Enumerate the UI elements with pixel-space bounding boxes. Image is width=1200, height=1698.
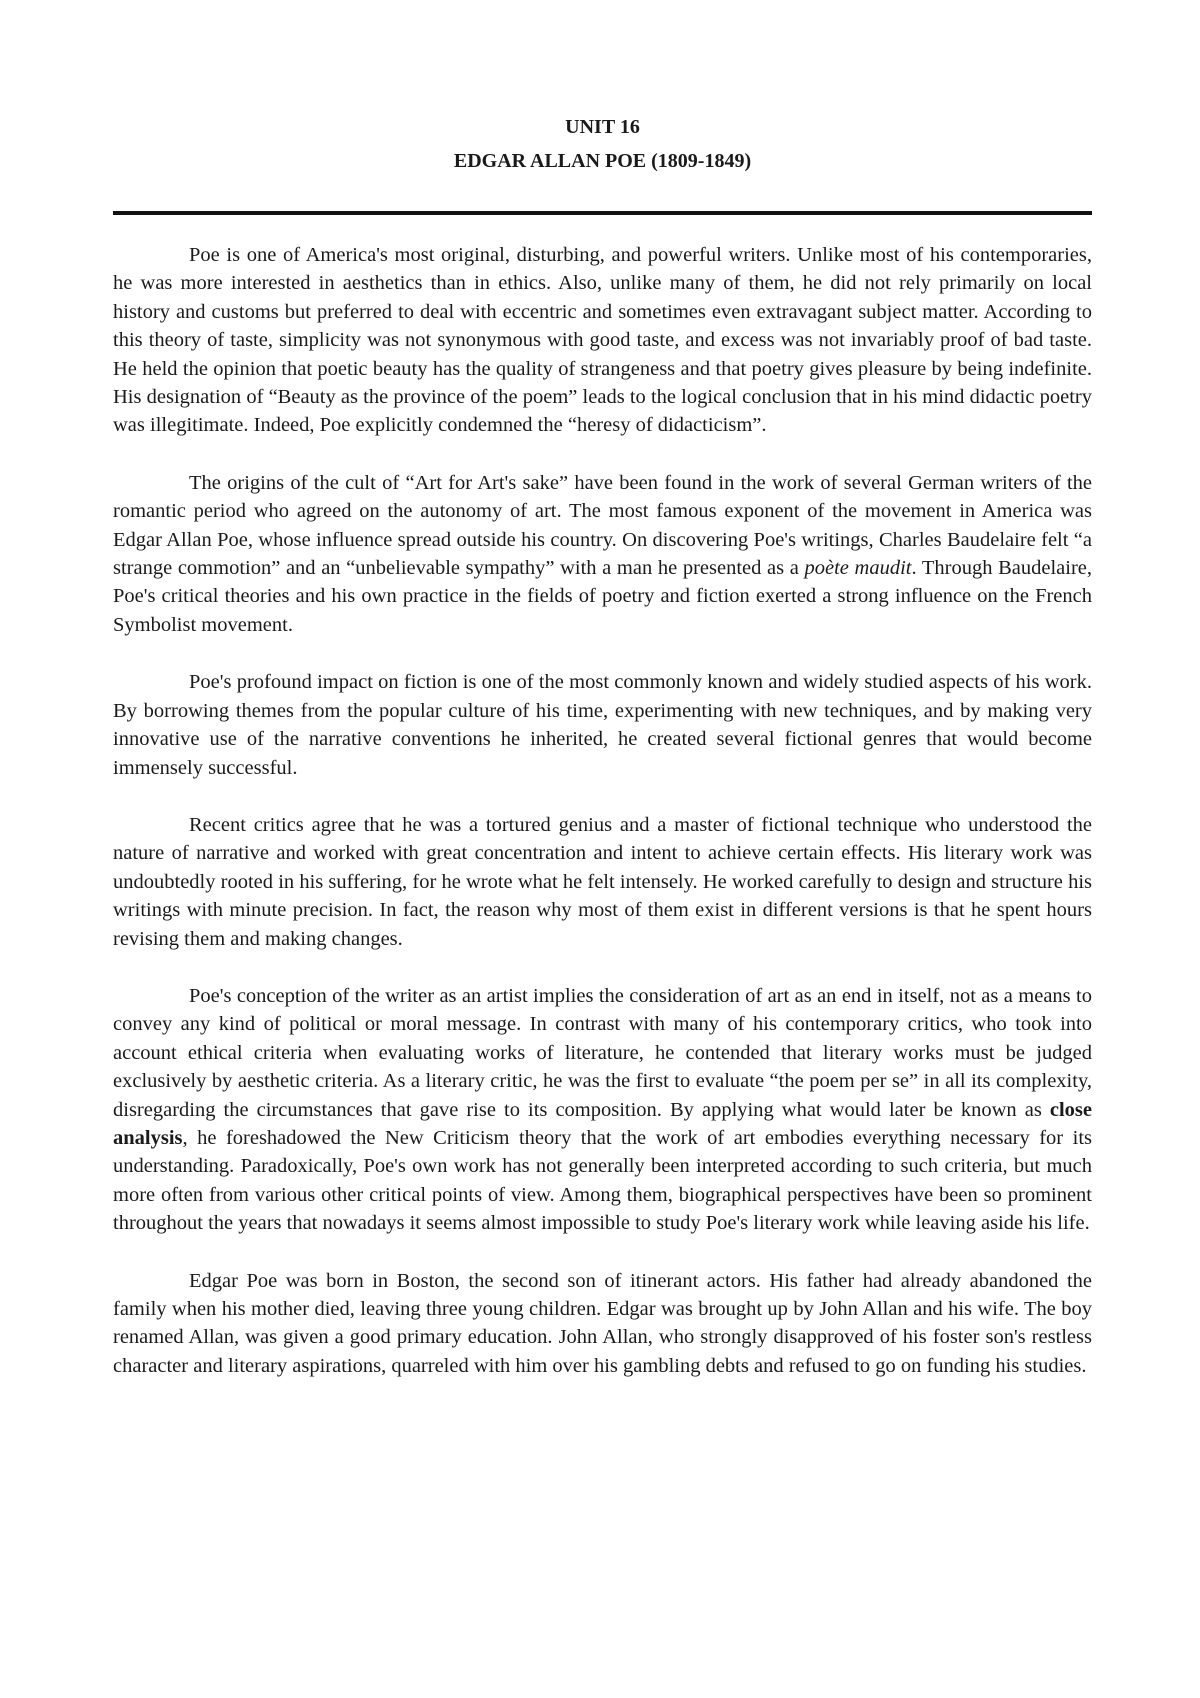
- paragraph-text: The origins of the cult of “Art for Art's sake” have been found in the work of several German writers of the romantic period who agreed on the autonomy of art. The most famous exponent of the movement in America was Edgar Allan Poe, whose influence spread outside his country. On discovering Poe's writings, Charles Baudelaire felt “a strange commotion” and an “unbelievable sympathy” with a man he presented as a: [113, 471, 1092, 580]
- paragraph-text: Poe's conception of the writer as an artist implies the consideration of art as an end in itself, not as a means to convey any kind of political or moral message. In contrast with many of his contemporary critics, who took into account ethical criteria when evaluating works of literature, he contended that literary works must be judged exclusively by aesthetic criteria. As a literary critic, he was the first to evaluate “the poem per se” in all its complexity, disregarding the circumstances that gave rise to its composition. By applying what would later be known as: [113, 984, 1092, 1121]
- document-page: [113, 110, 1092, 1409]
- paragraph-text: Recent critics agree that he was a tortured genius and a master of fictional technique who understood the nature of narrative and worked with great concentration and intent to achieve certain effects. His literary work was undoubtedly rooted in his suffering, for he wrote what he felt intensely. He worked carefully to design and structure his writings with minute precision. In fact, the reason why most of them exist in different versions is that he spent hours revising them and making changes.: [113, 813, 1092, 950]
- bold-term: close analysis: [113, 1098, 1092, 1149]
- paragraph-4: [113, 811, 1092, 953]
- paragraph-text: , he foreshadowed the New Criticism theory that the work of art embodies everything necessary for its understanding. Paradoxically, Poe's own work has not generally been interpreted according to such criteria, but much more often from various other critical points of view. Among them, biographical perspectives have been so prominent throughout the years that nowadays it seems almost impossible to study Poe's literary work while leaving aside his life.: [113, 1126, 1092, 1235]
- paragraph-text: . Through Baudelaire, Poe's critical theories and his own practice in the fields of poetry and fiction exerted a strong influence on the French Symbolist movement.: [113, 557, 1093, 636]
- page-title: EDGAR ALLAN POE (1809-1849): [453, 150, 752, 172]
- paragraph-text: Edgar Poe was born in Boston, the second son of itinerant actors. His father had already abandoned the family when his mother died, leaving three young children. Edgar was brought up by John Allan and his wife. The boy renamed Allan, was given a good primary education. John Allan, who strongly disapproved of his foster son's restless character and literary aspirations, quarreled with him over his gambling debts and refused to go on funding his studies.: [113, 1269, 1092, 1377]
- title-divider: [113, 211, 1092, 215]
- paragraph-text: Poe is one of America's most original, disturbing, and powerful writers. Unlike most of his contemporaries, he was more interested in aesthetics than in ethics. Also, unlike many of them, he did not rely primarily on local history and customs but preferred to deal with eccentric and sometimes even extravagant subject matter. According to this theory of taste, simplicity was not synonymous with good taste, and excess was not invariably proof of bad taste. He held the opinion that poetic beauty has the quality of strangeness and that poetry gives pleasure by being indefinite. His designation of “Beauty as the province of the poem” leads to the logical conclusion that in his mind didactic poetry was illegitimate. Indeed, Poe explicitly condemned the “heresy of didacticism”.: [113, 244, 1092, 437]
- unit-heading: UNIT 16: [565, 116, 640, 138]
- paragraph-2: [113, 469, 1092, 639]
- paragraph-6: [113, 1267, 1092, 1381]
- paragraph-3: [113, 668, 1092, 782]
- italic-term: poète maudit: [804, 557, 912, 580]
- paragraph-5: [113, 982, 1092, 1238]
- paragraph-1: [113, 241, 1092, 440]
- paragraph-text: Poe's profound impact on fiction is one of the most commonly known and widely studied aspects of his work. By borrowing themes from the popular culture of his time, experimenting with new techniques, and by making very innovative use of the narrative conventions he inherited, he created several fictional genres that would become immensely successful.: [113, 671, 1092, 779]
